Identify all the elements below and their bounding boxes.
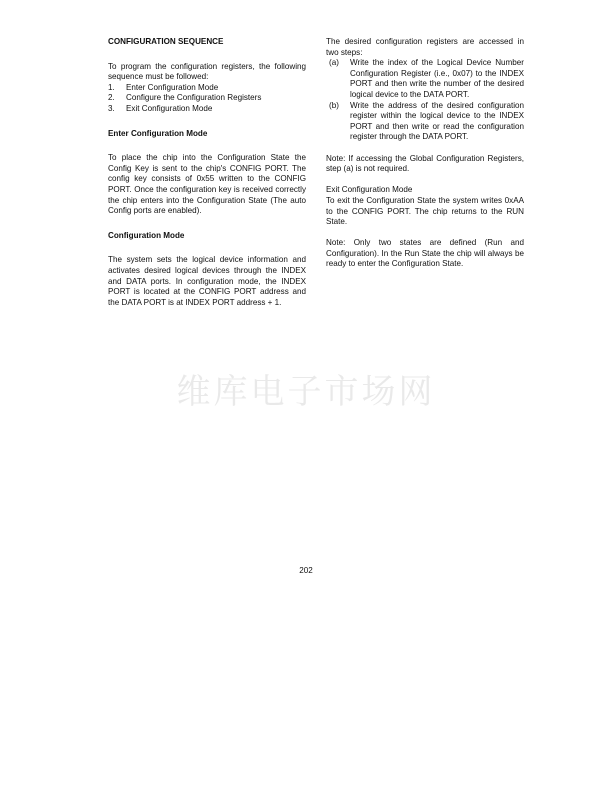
right-column — [326, 37, 524, 270]
sequence-list — [108, 83, 306, 115]
enter-configuration-paragraph: To place the chip into the Configuration State the Config Key is sent to the chip's CONFIG PORT. The config key consists of 0x55 written to the CONFIG PORT. Once the configuration key is received correctly the chip enters into the Configuration State (The auto Config ports are enabled). — [108, 153, 306, 216]
steps-intro: The desired configuration registers are accessed in two steps: — [326, 37, 524, 57]
sequence-intro: To program the configuration registers, the following sequence must be followed: — [108, 61, 306, 82]
exit-configuration-paragraph: To exit the Configuration State the system writes 0xAA to the CONFIG PORT. The chip returns to the RUN State. — [326, 195, 524, 227]
page-number: 202 — [299, 566, 313, 575]
steps-list — [326, 58, 524, 143]
list-item: 1. Enter Configuration Mode — [108, 82, 219, 92]
list-item: (b) Write the address of the desired configuration register within the logical device to the INDEX PORT and then write or read the configuration register through the DATA PORT. — [329, 100, 524, 142]
section-heading-enter-configuration-mode: Enter Configuration Mode — [108, 128, 208, 138]
list-item: (a) Write the index of the Logical Device Number Configuration Register (i.e., 0x07) to the INDEX PORT and then write the number of the desired logical device to the DATA PORT. — [329, 58, 524, 99]
section-heading-configuration-mode: Configuration Mode — [108, 230, 185, 240]
watermark: 维库电子市场网 — [176, 372, 436, 412]
left-column — [108, 37, 306, 308]
note-states: Note: Only two states are defined (Run and Configuration). In the Run State the chip will always be ready to enter the Configuration State. — [326, 238, 524, 269]
section-heading-configuration-sequence: CONFIGURATION SEQUENCE — [108, 37, 224, 46]
note-global-registers: Note: If accessing the Global Configuration Registers, step (a) is not required. — [326, 153, 524, 174]
list-item: 2. Configure the Configuration Registers — [108, 93, 262, 103]
exit-configuration-heading: Exit Configuration Mode — [326, 185, 413, 195]
list-item: 3. Exit Configuration Mode — [108, 103, 213, 113]
configuration-mode-paragraph: The system sets the logical device information and activates desired logical devices through the INDEX and DATA ports. In configuration mode, the INDEX PORT is located at the CONFIG PORT address and the DATA PORT is at INDEX PORT address + 1. — [108, 255, 306, 307]
